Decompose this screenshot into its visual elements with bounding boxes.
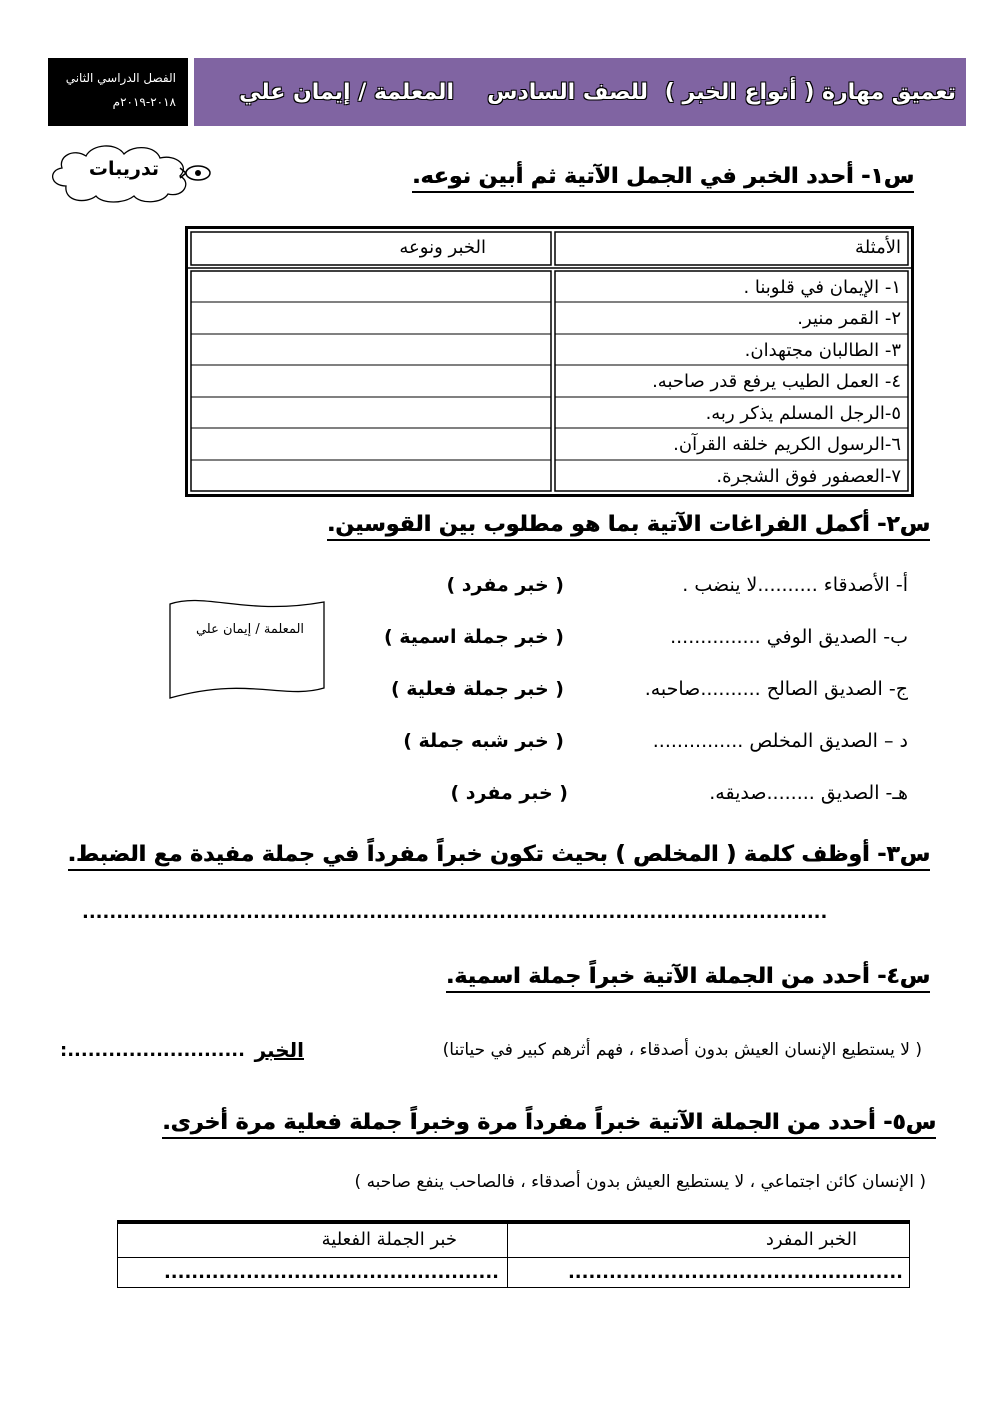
col-single-header: الخبر المفرد <box>765 1229 857 1250</box>
q3-heading: س٣- أوظف كلمة ( المخلص ) بحيث تكون خبراً مفرداً في جملة مفيدة مع الضبط. <box>68 842 930 871</box>
example-row-7: ٧-العصفور فوق الشجرة. <box>716 466 901 487</box>
example-row-6: ٦-الرسول الكريم خلقه القرآن. <box>673 434 901 455</box>
term-box <box>48 58 188 126</box>
example-row-4: ٤- العمل الطيب يرفع قدر صاحبه. <box>652 371 901 392</box>
q4-sentence: ( لا يستطيع الإنسان العيش بدون أصدقاء ، فهم أثرهم كبير في حياتنا) <box>442 1040 922 1060</box>
eye-icon <box>178 162 212 184</box>
teacher-label: المعلمة / إيمان علي <box>239 80 454 105</box>
exercises-badge: تدريبات <box>88 158 160 180</box>
q2-hint-d: ( خبر شبه جملة ) <box>403 730 564 752</box>
worksheet-title: تعميق مهارة ( أنواع الخبر ) <box>664 80 956 105</box>
q5-table-divider <box>507 1224 508 1288</box>
grade-label: للصف السادس <box>487 80 648 105</box>
col-examples-header: الأمثلة <box>855 237 901 258</box>
year-label: ٢٠١٨-٢٠١٩م <box>112 95 176 109</box>
q2-hint-e: ( خبر مفرد ) <box>450 782 568 804</box>
q2-hint-b: ( خبر جملة اسمية ) <box>383 626 564 648</box>
single-answer-dots[interactable]: ................................................. <box>567 1262 903 1283</box>
q2-item-d: د – الصديق المخلص ............... <box>652 730 908 752</box>
header-banner <box>48 58 966 126</box>
q4-answer-label: الخبر <box>254 1038 304 1062</box>
teacher-note: المعلمة / إيمان علي <box>195 622 305 637</box>
q2-hint-a: ( خبر مفرد ) <box>446 574 564 596</box>
q1-heading: س١- أحدد الخبر في الجمل الآتية ثم أبين نوعه. <box>412 164 914 193</box>
q4-answer-line[interactable]: :.......................... <box>60 1040 245 1061</box>
q2-item-a: أ- الأصدقاء ..........لا ينضب . <box>682 574 908 596</box>
q4-heading: س٤- أحدد من الجملة الآتية خبراً جملة اسمية. <box>446 964 930 993</box>
example-row-1: ١- الإيمان في قلوبنا . <box>743 277 901 298</box>
verbal-answer-dots[interactable]: ................................................. <box>163 1262 499 1283</box>
q5-heading: س٥- أحدد من الجملة الآتية خبراً مفرداً مرة وخبراً جملة فعلية مرة أخرى. <box>162 1110 936 1139</box>
q2-hint-c: ( خبر جملة فعلية ) <box>390 678 564 700</box>
example-row-5: ٥-الرجل المسلم يذكر ربه. <box>705 403 901 424</box>
col-verbal-header: خبر الجملة الفعلية <box>321 1229 457 1250</box>
q5-table <box>117 1220 910 1288</box>
teacher-flag-shape <box>166 598 328 704</box>
term-label: الفصل الدراسي الثاني <box>65 71 176 85</box>
q3-answer-line[interactable]: ............................................................................................................. <box>82 902 828 923</box>
banner-divider <box>188 58 194 126</box>
q2-item-e: هـ- الصديق ........صديقه. <box>709 782 908 804</box>
col-answer-header: الخبر ونوعه <box>399 237 486 258</box>
q5-sentence: ( الإنسان كائن اجتماعي ، لا يستطيع العيش بدون أصدقاء ، فالصاحب ينفع صاحبه ) <box>354 1172 926 1192</box>
q2-item-c: ج- الصديق الصالح ..........صاحبه. <box>644 678 908 700</box>
example-row-2: ٢- القمر منير. <box>797 308 901 329</box>
q2-heading: س٢- أكمل الفراغات الآتية بما هو مطلوب بين القوسين. <box>327 512 930 541</box>
q2-item-b: ب- الصديق الوفي ............... <box>670 626 908 648</box>
example-row-3: ٣- الطالبان مجتهدان. <box>744 340 901 361</box>
q5-table-row-line <box>118 1257 909 1258</box>
q1-table <box>185 226 914 497</box>
